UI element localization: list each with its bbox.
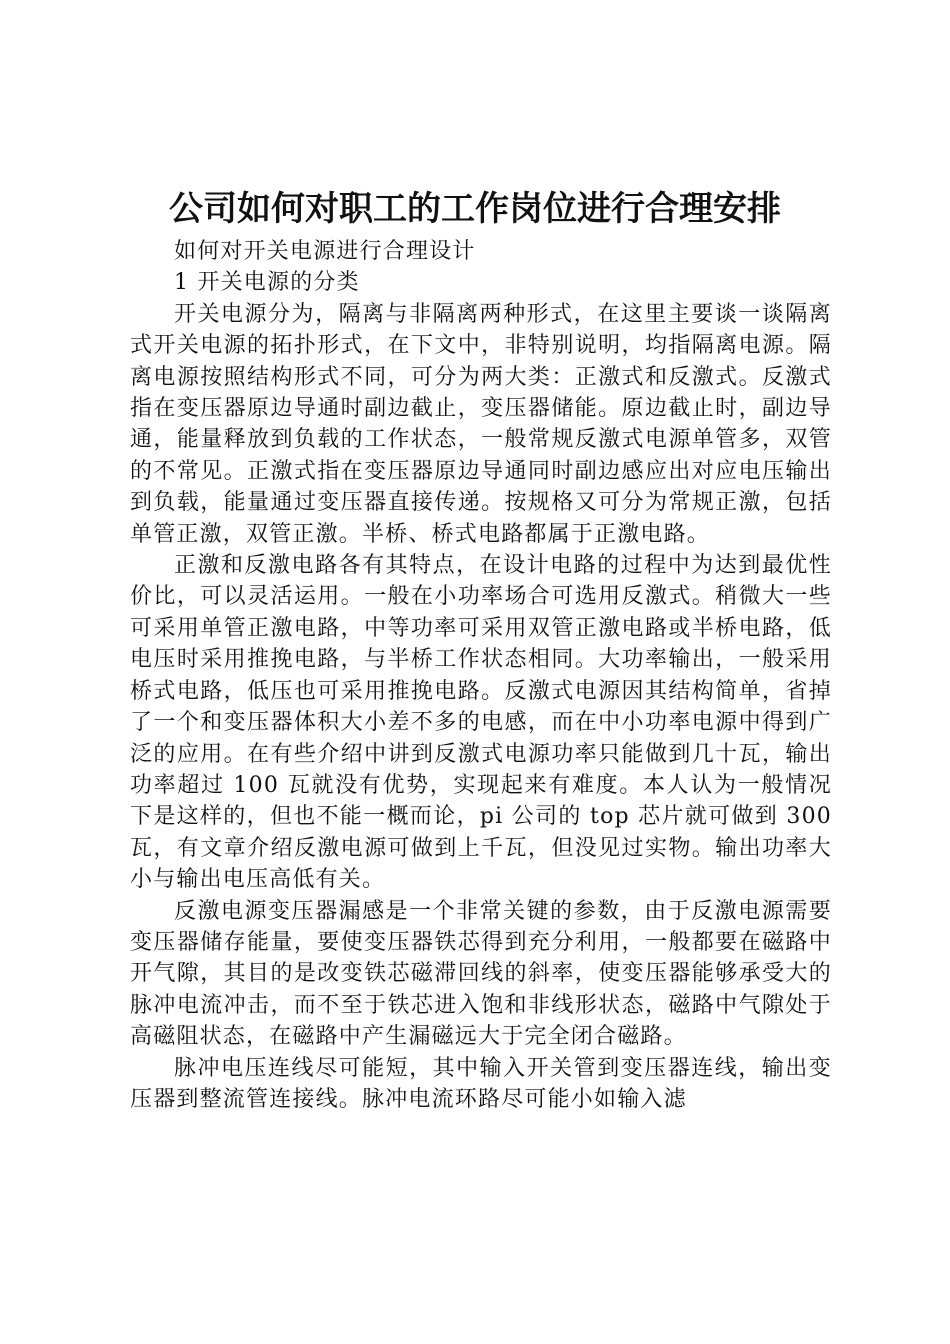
document-title: 公司如何对职工的工作岗位进行合理安排 (169, 189, 781, 229)
body-paragraph: 脉冲电压连线尽可能短，其中输入开关管到变压器连线，输出变压器到整流管连接线。脉冲电流环路尽可能小如输入滤 (130, 1055, 832, 1112)
document-subtitle: 如何对开关电源进行合理设计 (174, 239, 476, 264)
document-body (130, 236, 832, 1115)
section-heading: 1 开关电源的分类 (174, 270, 360, 296)
body-paragraph: 反激电源变压器漏感是一个非常关键的参数，由于反激电源需要变压器储存能量，要使变压器铁芯得到充分利用，一般都要在磁路中开气隙，其目的是改变铁芯磁滞回线的斜率，使变压器能够承受大的脉冲电流冲击，而不至于铁芯进入饱和非线形状态，磁路中气隙处于高磁阻状态，在磁路中产生漏磁远大于完全闭合磁路。 (130, 898, 832, 1050)
body-paragraph: 开关电源分为，隔离与非隔离两种形式，在这里主要谈一谈隔离式开关电源的拓扑形式，在下文中，非特别说明，均指隔离电源。隔离电源按照结构形式不同，可分为两大类：正激式和反激式。反激式指在变压器原边导通时副边截止，变压器储能。原边截止时，副边导通，能量释放到负载的工作状态，一般常规反激式电源单管多，双管的不常见。正激式指在变压器原边导通同时副边感应出对应电压输出到负载，能量通过变压器直接传递。按规格又可分为常规正激，包括单管正激，双管正激。半桥、桥式电路都属于正激电路。 (130, 301, 832, 547)
body-paragraph: 正激和反激电路各有其特点，在设计电路的过程中为达到最优性价比，可以灵活运用。一般在小功率场合可选用反激式。稍微大一些可采用单管正激电路，中等功率可采用双管正激电路或半桥电路，低电压时采用推挽电路，与半桥工作状态相同。大功率输出，一般采用桥式电路，低压也可采用推挽电路。反激式电源因其结构简单，省掉了一个和变压器体积大小差不多的电感，而在中小功率电源中得到广泛的应用。在有些介绍中讲到反激式电源功率只能做到几十瓦，输出功率超过 100 瓦就没有优势，实现起来有难度。本人认为一般情况下是这样的，但也不能一概而论，pi 公司的 top 芯片就可做到 300 瓦，有文章介绍反激电源可做到上千瓦，但没见过实物。输出功率大小与输出电压高低有关。 (130, 553, 832, 893)
